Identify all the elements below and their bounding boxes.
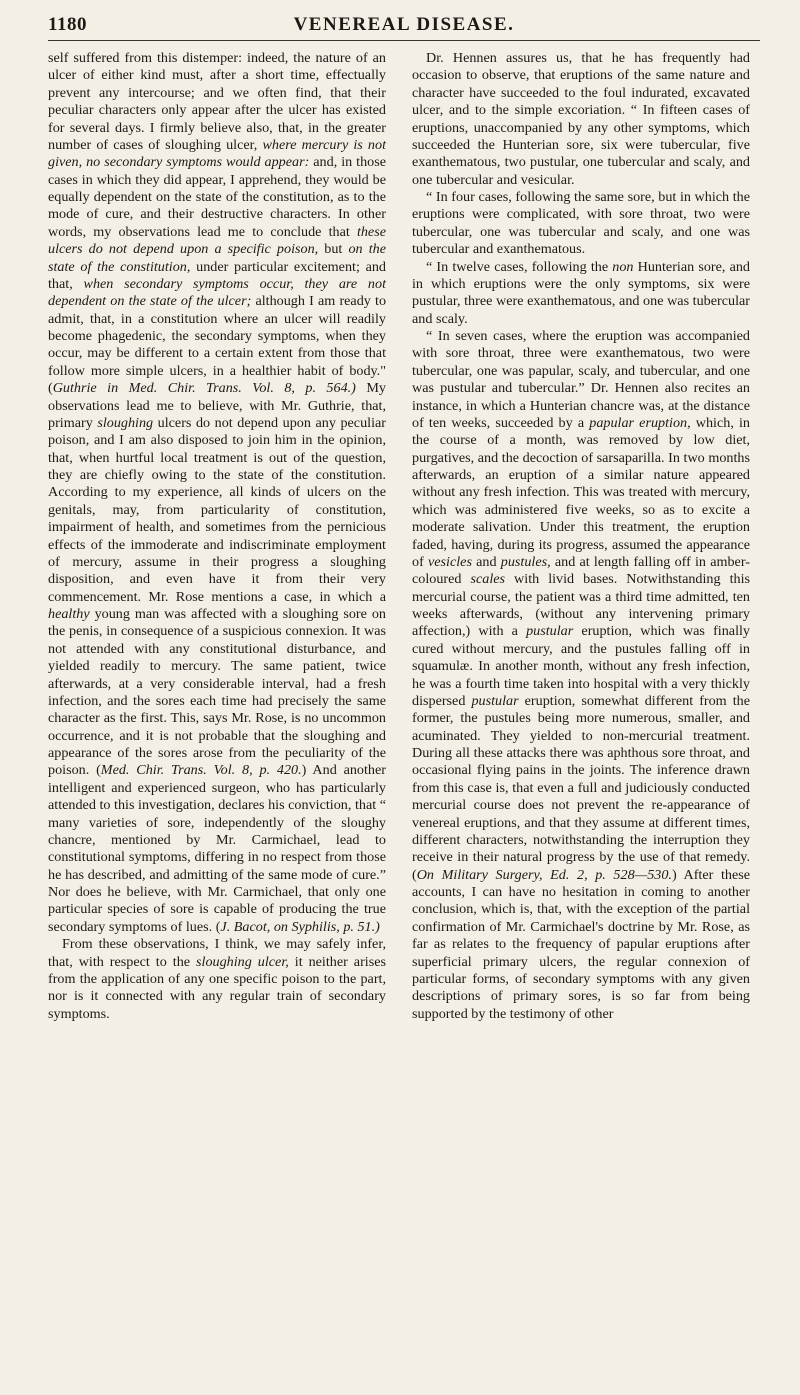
italic-text: healthy (48, 606, 90, 622)
text-run: eruption, which was finally cured without mercury, and the pustules falling off in squamulæ. In another month, without any fresh infection, he was a fourth time taken into hospital with a very thickly dispersed (412, 623, 750, 709)
text-run: “ In four cases, following the same sore, but in which the eruptions were complicated, with sore throat, two were tubercular, one was tubercular and scaly, and one was tubercular and exanthematous. (412, 189, 750, 258)
citation: On Military Surgery, Ed. 2, p. 528—530. (416, 866, 672, 883)
citation: J. Bacot, on Syphilis, p. 51.) (220, 918, 380, 935)
italic-text: sloughing ulcer, (196, 953, 289, 970)
right-column (412, 50, 750, 1023)
italic-text: vesicles (427, 553, 472, 570)
paragraph (412, 259, 750, 329)
text-run: Hunterian sore, and in which eruptions were the only symptoms, six were pustular, three were exanthematous, and one was tubercular and scaly. (412, 258, 750, 327)
text-run: My observations lead me to believe, with Mr. Guthrie, that, primary (48, 380, 386, 431)
text-run: From these observations, I think, we may safely infer, that, with respect to the (48, 936, 386, 970)
italic-text: scales (470, 571, 506, 588)
paragraph (412, 50, 750, 189)
page-number: 1180 (48, 14, 87, 35)
paragraph (412, 328, 750, 1023)
text-run: “ In twelve cases, following the (426, 258, 613, 275)
text-run: ulcers do not depend upon any peculiar poison, and I am also disposed to join him in the opinion, that, when hurtful local treatment is out of the question, they are chiefly owing to the state of the constitution. According to my experience, all kinds of ulcers on the genitals, may, from particularity of constitution, impairment of health, and sometimes from the pernicious effects of the immoderate and indiscriminate employment of mercury, assume in their progress a sloughing disposition, and even have it from their very commencement. Mr. Rose mentions a case, in which a (48, 414, 386, 605)
italic-text: papular eruption, (589, 414, 691, 431)
text-run: Dr. Hennen assures us, that he has frequently had occasion to observe, that eruptions of the same nature and character have succeeded to the foul indurated, excavated ulcer, and to the simple excoriation. “ In fifteen cases of eruptions, unaccompanied by any other symptoms, which succeeded the Hunterian sore, six were tubercular, five exanthematous, two pustular, one tubercular and scaly, and one tubercular and vesicular. (412, 50, 750, 188)
italic-text: when secondary symptoms occur, they are not dependent on the state of the ulcer; (48, 275, 386, 310)
text-run: and, in those cases in which they did appear, I apprehend, they would be equally dependent on the state of the constitution, as to the mode of cure, and their destructive characters. In other words, my observations lead me to conclude that (48, 154, 386, 240)
text-run: but (318, 241, 349, 258)
italic-text: on the state of the constitution, (48, 241, 386, 275)
paragraph (48, 936, 386, 1023)
text-run: young man was affected with a sloughing sore on the penis, in consequence of a suspicious connexion. It was not attended with any constitutional disturbance, and yielded readily to mercury. The same patient, twice afterwards, at a very considerable interval, had a fresh infection, and the sores each time had precisely the same character as the first. This, says Mr. Rose, is no uncommon occurrence, and it is not probable that the sloughing and appearance of the sores arose from the peculiarity of the poison. ( (48, 606, 386, 779)
text-run: with livid bases. Notwithstanding this mercurial course, the patient was a third time admitted, ten weeks afterwards, (without any intervening primary affection,) with a (412, 571, 750, 640)
citation: Med. Chir. Trans. Vol. 8, p. 420. (100, 762, 302, 779)
text-run: self suffered from this distemper: indeed, the nature of an ulcer of either kind must, after a short time, effectually prevent any intercourse; and we often find, that their peculiar characters only appear after the ulcer has existed for several days. I firmly believe also, that, in the greater number of cases of sloughing ulcer, (48, 50, 386, 153)
italic-text: pustular (471, 692, 519, 709)
citation: Guthrie in Med. Chir. Trans. Vol. 8, p. 564.) (52, 380, 356, 397)
text-run: and at length falling off in amber-coloured (412, 553, 750, 588)
paragraph (412, 189, 750, 259)
italic-text: where mercury is not given, no secondary symptoms would appear: (48, 136, 387, 171)
running-title: VENEREAL DISEASE. (293, 14, 515, 35)
page-header (48, 14, 760, 41)
paragraph (48, 50, 386, 936)
italic-text: non (612, 258, 634, 275)
italic-text: pustular (526, 623, 574, 640)
italic-text: pustules, (500, 553, 551, 570)
italic-text: sloughing (97, 414, 154, 431)
text-run: eruption, somewhat different from the former, the pustules being more numerous, smaller, and acuminated. They yielded to non-mercurial treatment. During all these attacks there was aphthous sore throat, and occasional flying pains in the joints. The inference drawn from this case is, that even a full and judiciously conducted mercurial course does not prevent the re-appearance of venereal eruptions, and that they assume at different times, different characters, notwithstanding the interruption they receive in their natural progress by the use of that remedy. ( (412, 692, 750, 883)
italic-text: these ulcers do not depend upon a specific poison, (48, 223, 386, 258)
text-run: although I am ready to admit, that, in a constitution where an ulcer will readily become phagedenic, the secondary symptoms, when they occur, may be different to a certain extent from those that follow more simple ulcers, in a healthier habit of body." ( (48, 293, 387, 397)
left-column (48, 50, 386, 1023)
text-run: under particular excitement; and that, (48, 258, 386, 292)
text-run: it neither arises from the application of any one specific poison to the part, nor is it connected with any regular train of secondary symptoms. (48, 953, 387, 1022)
text-run: “ In seven cases, where the eruption was accompanied with sore throat, three were exanthematous, two were tubercular, one was papular, scaly, and tubercular, and one was pustular and tubercular.” Dr. Hennen also recites an instance, in which a Hunterian chancre was, at the distance of ten weeks, succeeded by a (412, 328, 750, 431)
text-run: ) After these accounts, I can have no hesitation in coming to another conclusion, which is, that, with the exception of the partial confirmation of Mr. Carmichael's doctrine by Mr. Rose, as far as relates to the frequency of papular eruptions after superficial primary ulcers, the regular connexion of particular forms, of secondary symptoms with any given descriptions of primary sores, is so far from being supported by the testimony of other (412, 866, 750, 1022)
text-run: and (471, 553, 501, 570)
text-run: which, in the course of a month, was removed by low diet, purgatives, and the decoction of sarsaparilla. In two months afterwards, an eruption of a similar nature appeared without any fresh infection. This was treated with mercury, which was administered five weeks, so as to excite a moderate salivation. Under this treatment, the eruption faded, having, during its progress, assumed the appearance of (412, 414, 750, 570)
text-run: ) And another intelligent and experienced surgeon, who has particularly attended to this investigation, declares his conviction, that “ many varieties of sore, independently of the sloughy chancre, mentioned by Mr. Carmichael, lead to constitutional symptoms, differing in no respect from those he has described, and admitting of the same mode of cure.” Nor does he believe, with Mr. Carmichael, that only one particular species of sore is capable of producing the true secondary symptoms of lues. ( (48, 762, 386, 935)
